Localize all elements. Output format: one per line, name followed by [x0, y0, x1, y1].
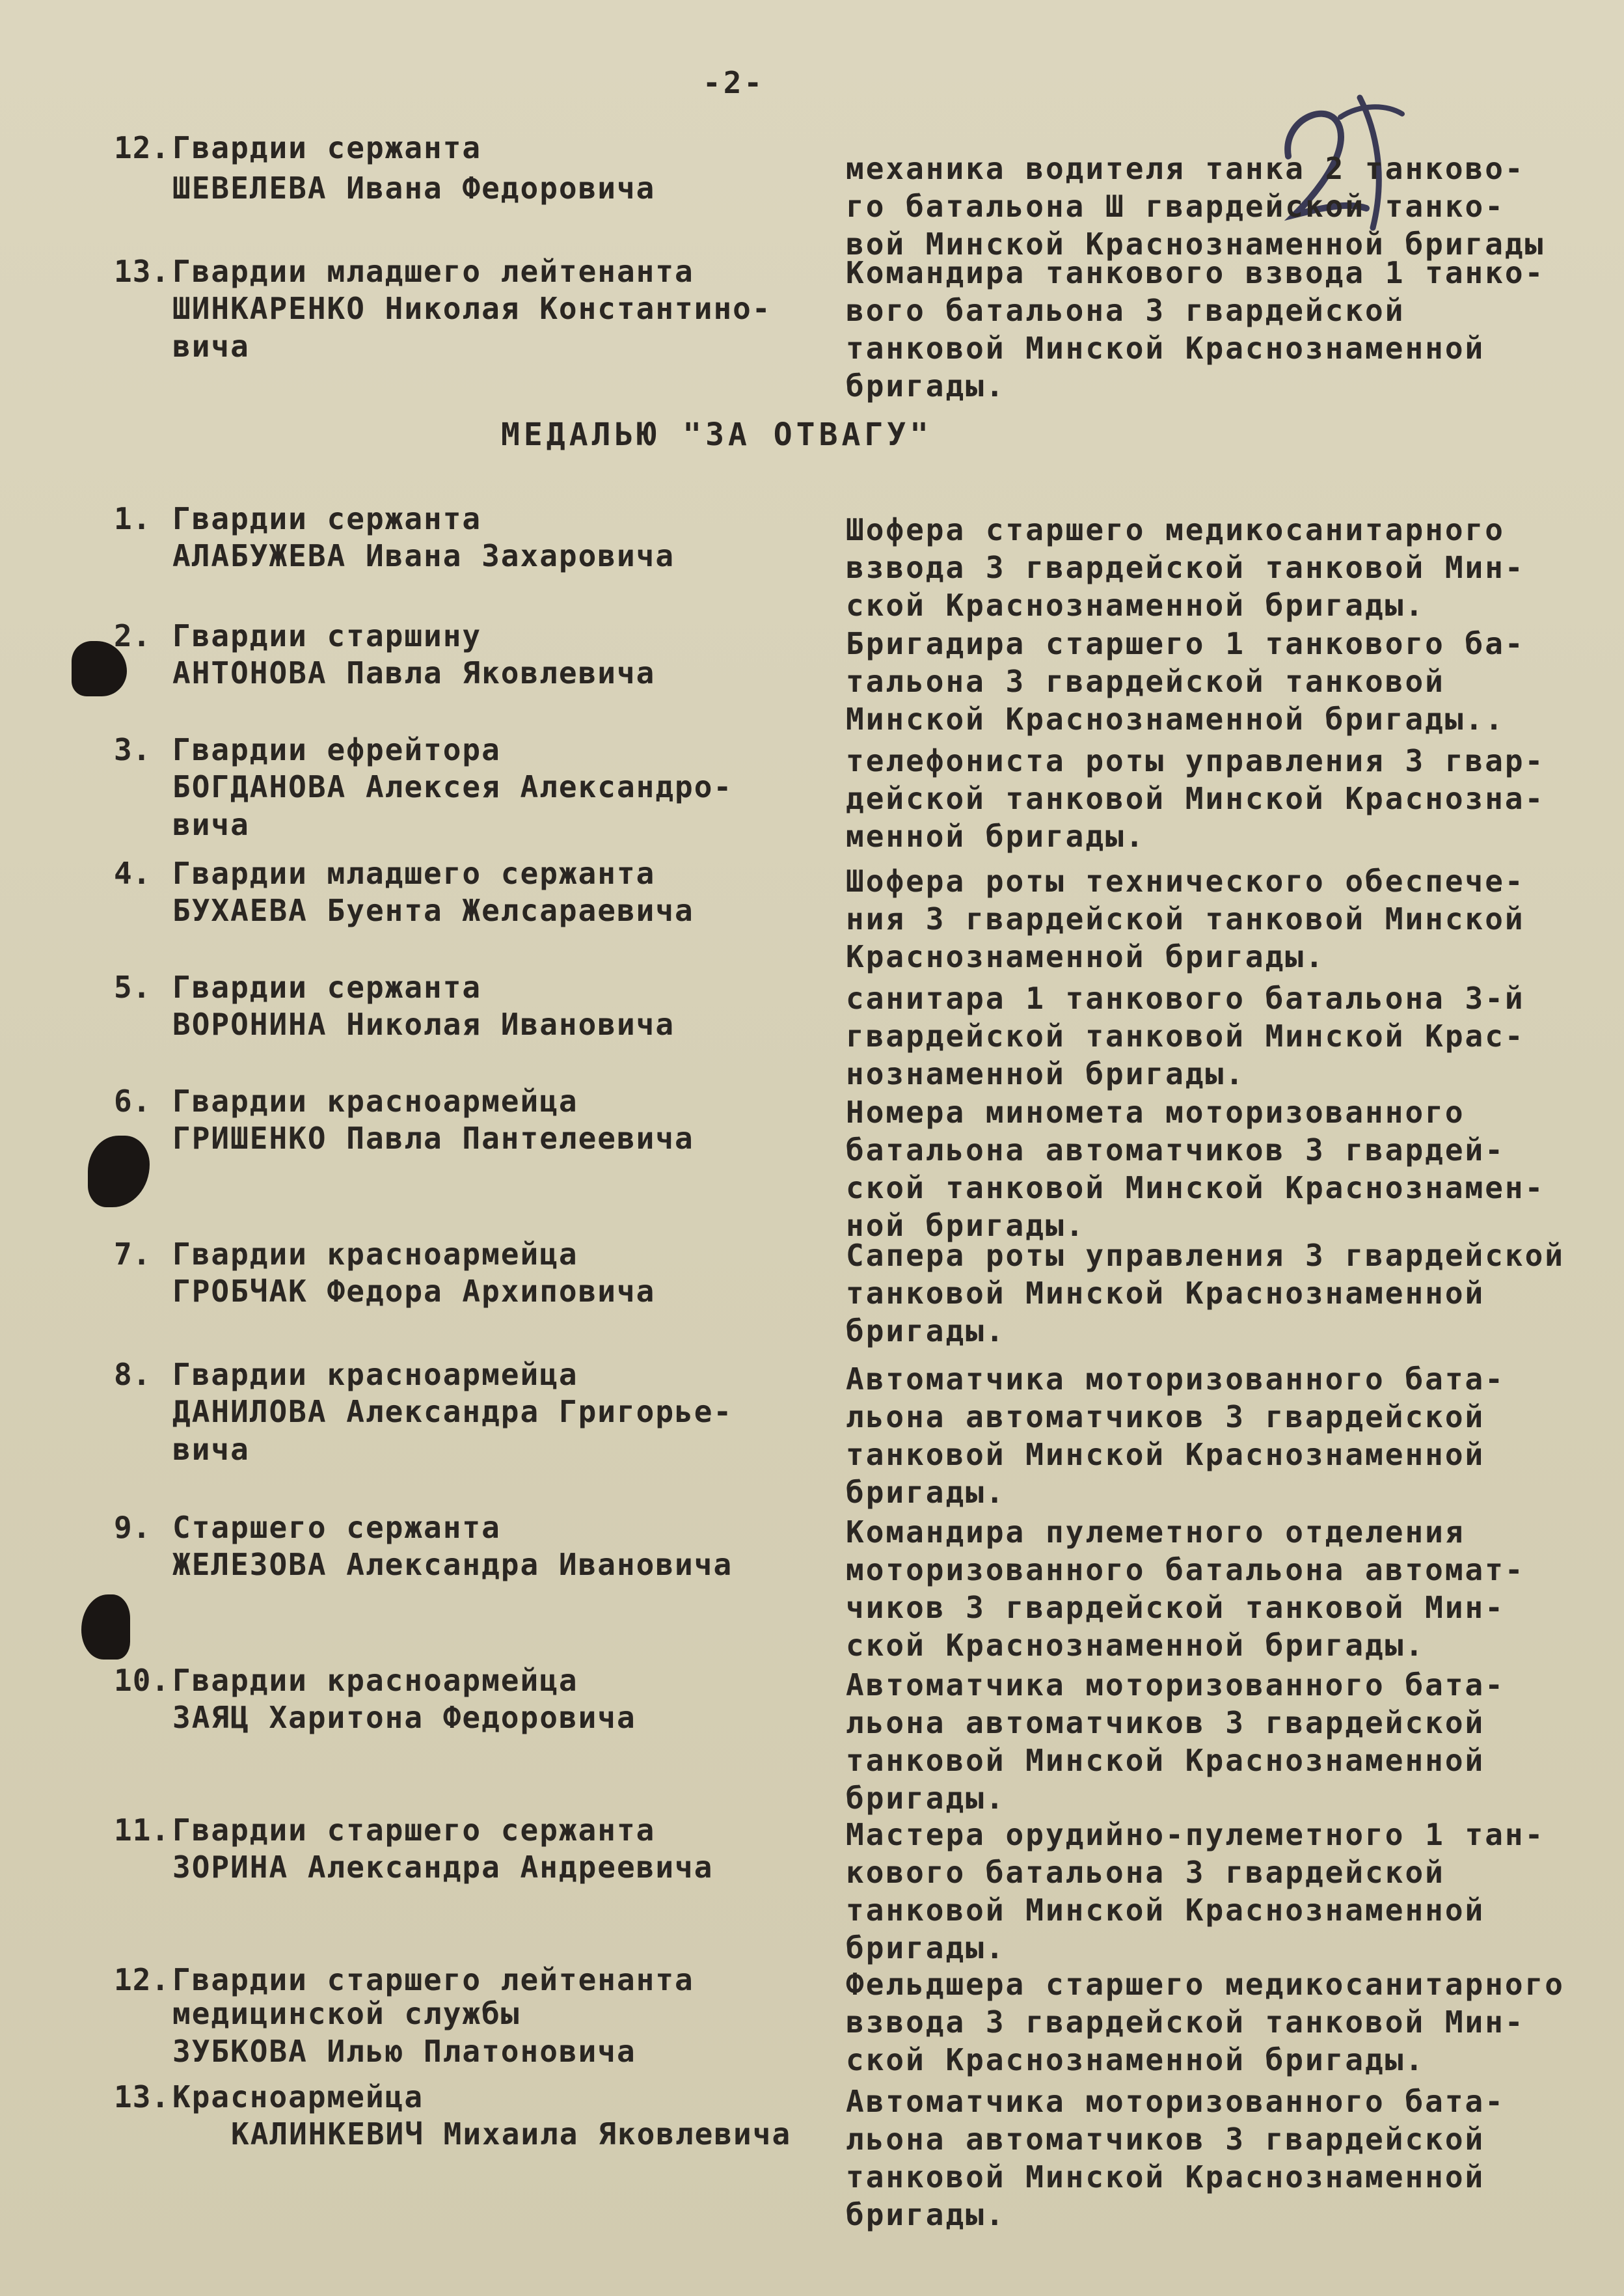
entry-description: Бригадира старшего 1 танкового ба- тальона 3 гвардейской танковой Минской Краснознаменной бригады.. — [846, 626, 1525, 737]
entry-rank: Красноармейца — [172, 2079, 424, 2114]
entry-rank: Гвардии старшего сержанта — [172, 1812, 656, 1848]
entry-number: 3. — [114, 732, 152, 767]
entry-name: БУХАЕВА Буента Желсараевича — [172, 893, 694, 928]
entry-description: Автоматчика моторизованного бата- льона автоматчиков 3 гвардейской танковой Минской Краснознаменной бригады. — [846, 2084, 1505, 2232]
entry-rank: Гвардии сержанта — [172, 130, 482, 165]
entry-name: ЖЕЛЕЗОВА Александра Ивановича — [172, 1547, 733, 1582]
entry-name: ГРИШЕНКО Павла Пантелеевича — [172, 1121, 694, 1156]
entry-rank: Гвардии красноармейца — [172, 1084, 578, 1119]
entry-rank: Старшего сержанта — [172, 1510, 501, 1545]
entry-description: Шофера старшего медикосанитарного взвода 3 гвардейской танковой Мин- ской Краснознаменной бригады. — [846, 512, 1525, 623]
entry-number: 9. — [114, 1510, 152, 1545]
entry-name: БОГДАНОВА Алексея Александро- вича — [172, 769, 733, 842]
entry-number: 12. — [114, 1962, 170, 1997]
entry-rank: Гвардии старшего лейтенанта — [172, 1962, 694, 1997]
entry-description: Командира пулеметного отделения моторизованного батальона автомат- чиков 3 гвардейской танковой Мин- ской Краснознаменной бригады. — [846, 1514, 1525, 1663]
entry-number: 10. — [114, 1663, 170, 1698]
entry-name: ДАНИЛОВА Александра Григорье- вича — [172, 1394, 733, 1467]
entry-description: Мастера орудийно-пулеметного 1 тан- кового батальона 3 гвардейской танковой Минской Краснознаменной бригады. — [846, 1817, 1545, 1965]
entry-name: АНТОНОВА Павла Яковлевича — [172, 655, 656, 690]
entry-description: Автоматчика моторизованного бата- льона автоматчиков 3 гвардейской танковой Минской Краснознаменной бригады. — [846, 1667, 1505, 1816]
entry-rank: Гвардии сержанта — [172, 501, 482, 536]
entry-description: Шофера роты технического обеспече- ния 3 гвардейской танковой Минской Краснознаменной бригады. — [846, 864, 1525, 974]
entry-description: Номера миномета моторизованного батальона автоматчиков 3 гвардей- ской танковой Минской Краснознамен- ной бригады. — [846, 1095, 1545, 1243]
entry-description: Сапера роты управления 3 гвардейской танковой Минской Краснознаменной бригады. — [846, 1238, 1565, 1348]
entry-name: ВОРОНИНА Николая Ивановича — [172, 1007, 675, 1042]
entry-name: медицинской службы ЗУБКОВА Илью Платоновича — [172, 1996, 636, 2069]
entry-number: 4. — [114, 856, 152, 891]
entry-name: ШЕВЕЛЕВА Ивана Федоровича — [172, 171, 656, 206]
entry-rank: Гвардии младшего лейтенанта — [172, 254, 694, 289]
entry-rank: Гвардии младшего сержанта — [172, 856, 656, 891]
entry-rank: Гвардии ефрейтора — [172, 732, 501, 767]
entry-number: 5. — [114, 970, 152, 1005]
entry-number: 7. — [114, 1237, 152, 1272]
binding-hole-3 — [81, 1594, 130, 1660]
binding-hole-2 — [88, 1136, 150, 1207]
entry-number: 11. — [114, 1812, 170, 1848]
entry-description: Командира танкового взвода 1 танко- вого батальона 3 гвардейской танковой Минской Краснознаменной бригады. — [846, 255, 1545, 403]
entry-rank: Гвардии сержанта — [172, 970, 482, 1005]
entry-description: Фельдшера старшего медикосанитарного взвода 3 гвардейской танковой Мин- ской Краснознаменной бригады. — [846, 1967, 1565, 2077]
entry-name: АЛАБУЖЕВА Ивана Захаровича — [172, 538, 675, 573]
entry-number: 2. — [114, 618, 152, 653]
entry-number: 13. — [114, 2079, 170, 2114]
entry-number: 6. — [114, 1084, 152, 1119]
entry-number: 13. — [114, 254, 170, 289]
entry-rank: Гвардии старшину — [172, 618, 482, 653]
entry-name: ЗАЯЦ Харитона Федоровича — [172, 1700, 636, 1735]
entry-name: ЗОРИНА Александра Андреевича — [172, 1850, 714, 1885]
page-number: -2- — [703, 65, 765, 100]
entry-description: телефониста роты управления 3 гвар- дейской танковой Минской Краснозна- менной бригады. — [846, 743, 1545, 854]
entry-number: 12. — [114, 130, 170, 165]
entry-name: ШИНКАРЕНКО Николая Константино- вича — [172, 291, 772, 364]
entry-number: 1. — [114, 501, 152, 536]
entry-description: механика водителя танка 2 танково- го батальона Ш гвардейской танко- вой Минской Краснознаменной бригады — [846, 151, 1545, 262]
entry-rank: Гвардии красноармейца — [172, 1357, 578, 1392]
entry-description: Автоматчика моторизованного бата- льона автоматчиков 3 гвардейской танковой Минской Краснознаменной бригады. — [846, 1361, 1505, 1510]
entry-name: ГРОБЧАК Федора Архиповича — [172, 1274, 656, 1309]
section-title: МЕДАЛЬЮ "ЗА ОТВАГУ" — [501, 417, 933, 453]
entry-rank: Гвардии красноармейца — [172, 1663, 578, 1698]
entry-rank: Гвардии красноармейца — [172, 1237, 578, 1272]
entry-number: 8. — [114, 1357, 152, 1392]
entry-description: санитара 1 танкового батальона 3-й гвардейской танковой Минской Крас- нознаменной бригады. — [846, 981, 1525, 1091]
entry-name: КАЛИНКЕВИЧ Михаила Яковлевича — [231, 2116, 792, 2152]
